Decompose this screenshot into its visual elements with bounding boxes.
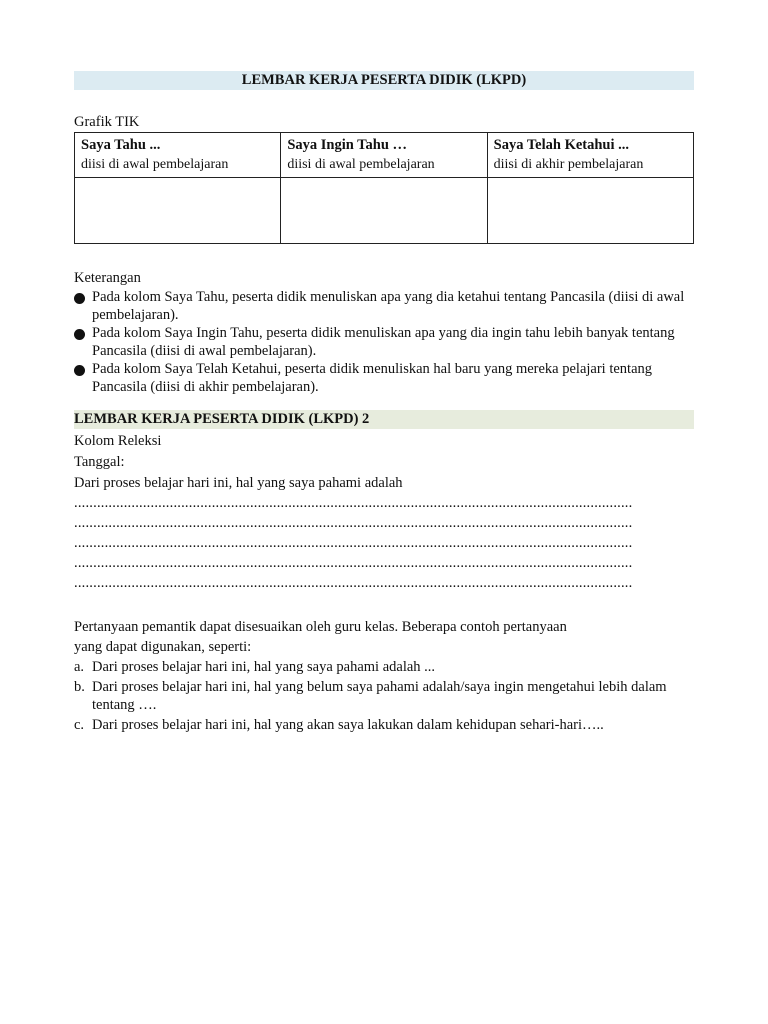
column-sub: diisi di akhir pembelajaran [493,157,644,172]
column-want [281,133,487,178]
column-head: Saya Tahu ... [81,137,161,153]
bullet-icon [74,329,85,340]
answer-line[interactable]: .................................................................................................................................................. [74,575,633,591]
answer-cell-learned[interactable] [487,178,693,244]
reflection-prompt: Dari proses belajar hari ini, hal yang saya pahami adalah [74,475,403,491]
answer-line[interactable]: .................................................................................................................................................. [74,535,633,551]
intro-line-1: Pertanyaan pemantik dapat disesuaikan oleh guru kelas. Beberapa contoh pertanyaan [74,619,567,635]
notes-list [74,288,694,396]
question-list [74,658,694,734]
document-page [74,71,694,736]
column-sub: diisi di awal pembelajaran [81,157,229,172]
column-know [75,133,281,178]
answer-line[interactable]: .................................................................................................................................................. [74,495,633,511]
date-label: Tanggal: [74,454,125,470]
table-header-row [75,133,694,178]
column-head: Saya Telah Ketahui ... [493,137,630,153]
lkpd2-title: LEMBAR KERJA PESERTA DIDIK (LKPD) 2 [74,410,694,429]
list-marker: b. [74,679,85,695]
answer-cell-know[interactable] [75,178,281,244]
list-item: Pada kolom Saya Telah Ketahui, peserta didik menuliskan hal baru yang mereka pelajari tentang Pancasila (diisi di akhir pembelajaran). [74,360,694,396]
chart-label: Grafik TIK [74,114,140,130]
answer-cell-want[interactable] [281,178,487,244]
column-learned [487,133,693,178]
table-answer-row [75,178,694,244]
lkpd-title: LEMBAR KERJA PESERTA DIDIK (LKPD) [74,71,694,90]
kwl-table [74,132,694,244]
reflection-subtitle: Kolom Releksi [74,433,162,449]
list-marker: c. [74,717,85,733]
column-sub: diisi di awal pembelajaran [287,157,435,172]
list-item: Pada kolom Saya Ingin Tahu, peserta didik menuliskan apa yang dia ingin tahu lebih banyak tentang Pancasila (diisi di awal pembelajaran). [74,324,694,360]
list-item: b. Dari proses belajar hari ini, hal yang belum saya pahami adalah/saya ingin mengetahui lebih dalam tentang …. [74,679,667,713]
answer-line[interactable]: .................................................................................................................................................. [74,555,633,571]
column-head: Saya Ingin Tahu … [287,137,408,153]
notes-title: Keterangan [74,270,141,286]
bullet-icon [74,365,85,376]
list-item: Pada kolom Saya Tahu, peserta didik menuliskan apa yang dia ketahui tentang Pancasila (diisi di awal pembelajaran). [74,288,694,324]
bullet-icon [74,293,85,304]
list-item: a. Dari proses belajar hari ini, hal yang saya pahami adalah ... [74,659,436,675]
answer-line[interactable]: .................................................................................................................................................. [74,515,633,531]
list-item: c. Dari proses belajar hari ini, hal yang akan saya lakukan dalam kehidupan sehari-hari….. [74,717,604,733]
list-marker: a. [74,659,85,675]
intro-line-2: yang dapat digunakan, seperti: [74,639,252,655]
